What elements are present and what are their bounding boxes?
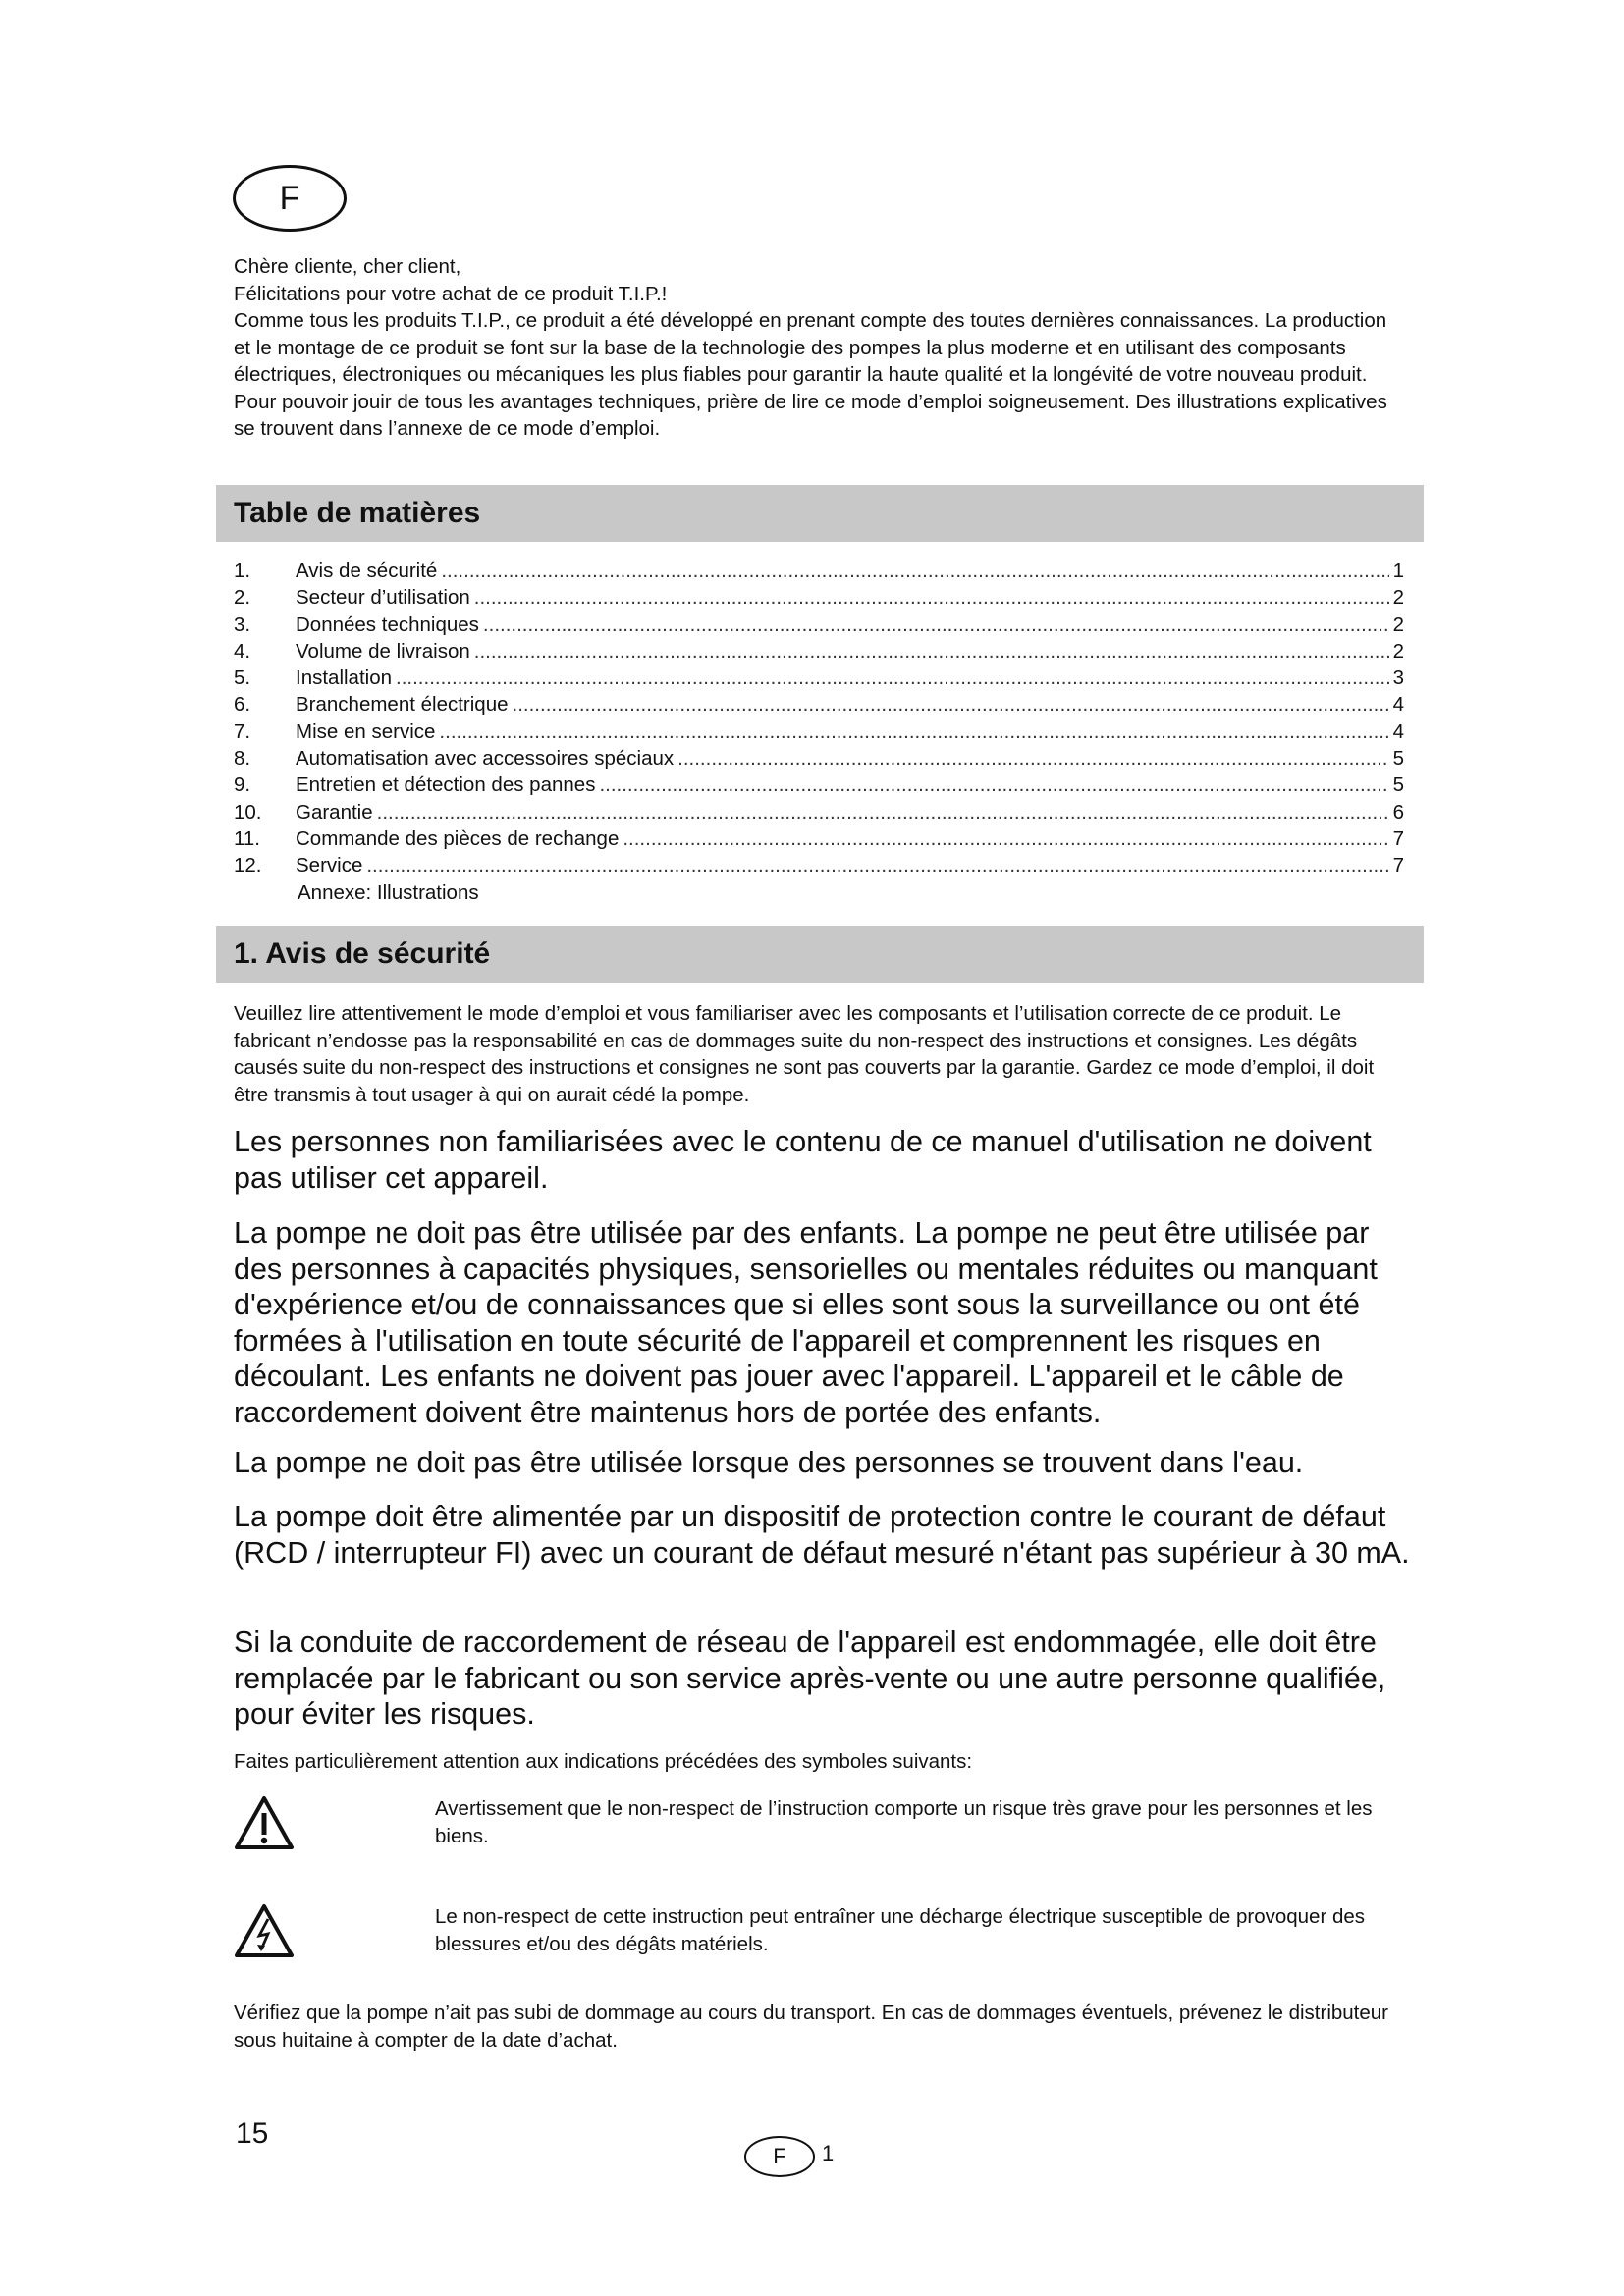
symbols-intro: Faites particulièrement attention aux indications précédées des symboles suivants: xyxy=(234,1750,973,1773)
toc-item xyxy=(234,747,1404,774)
toc-item-number: 2. xyxy=(234,586,251,610)
toc-item-title: Garantie xyxy=(296,800,373,824)
toc-item-title: Commande des pièces de rechange xyxy=(296,827,620,850)
toc-item-title: Avis de sécurité xyxy=(296,560,438,582)
general-warning-icon xyxy=(234,1795,295,1855)
toc-heading: Table de matières xyxy=(216,485,1424,542)
general-warning-text: Avertissement que le non-respect de l’instruction comporte un risque très grave pour les personnes et les biens. xyxy=(435,1797,1373,1847)
toc-item xyxy=(234,560,1404,586)
toc-item-page: 6 xyxy=(1392,800,1404,824)
toc-item-page: 4 xyxy=(1392,720,1404,743)
toc-item-title: Automatisation avec accessoires spéciaux xyxy=(296,747,675,771)
toc-leader xyxy=(474,586,1389,610)
safety-heading: 1. Avis de sécurité xyxy=(216,926,1424,983)
toc-item-title: Secteur d’utilisation xyxy=(296,586,470,610)
toc-item xyxy=(234,774,1404,800)
electrical-hazard-text: Le non-respect de cette instruction peut entraîner une décharge électrique susceptible de provoquer des blessures et/ou des dégâts matériels. xyxy=(435,1905,1366,1955)
toc-item-number: 11. xyxy=(234,827,260,850)
safety-paragraph: Les personnes non familiarisées avec le contenu de ce manuel d'utilisation ne doivent pas utiliser cet appareil. xyxy=(234,1125,1372,1195)
toc-item-number: 6. xyxy=(234,693,251,717)
electrical-hazard-icon xyxy=(234,1903,295,1963)
table-of-contents xyxy=(234,560,1404,908)
toc-item-number: 9. xyxy=(234,774,251,797)
toc-item-page: 7 xyxy=(1392,854,1404,878)
page-number: 15 xyxy=(236,2117,269,2150)
toc-item-page: 1 xyxy=(1392,560,1404,582)
toc-item xyxy=(234,801,1404,828)
toc-item-title: Service xyxy=(296,854,363,878)
toc-leader xyxy=(677,747,1388,771)
safety-paragraph: Si la conduite de raccordement de réseau de l'appareil est endommagée, elle doit être remplacée par le fabricant ou son service après-vente ou une autre personne qualifiée, pour éviter les risques. xyxy=(234,1626,1386,1731)
toc-item-number: 8. xyxy=(234,747,251,771)
toc-item-number: 3. xyxy=(234,613,251,636)
toc-item-title: Données techniques xyxy=(296,613,479,636)
toc-leader xyxy=(366,854,1388,878)
toc-item-title: Mise en service xyxy=(296,720,436,743)
toc-item xyxy=(234,586,1404,613)
toc-leader xyxy=(441,560,1388,583)
toc-item-page: 5 xyxy=(1392,774,1404,797)
safety-paragraph: La pompe doit être alimentée par un dispositif de protection contre le courant de défaut (RCD / interrupteur FI) avec un courant de défaut mesuré n'étant pas supérieur à 30 mA. xyxy=(234,1500,1410,1570)
toc-item-title: Branchement électrique xyxy=(296,693,509,717)
toc-annex: Annexe: Illustrations xyxy=(298,881,479,904)
toc-item-title: Installation xyxy=(296,667,393,690)
toc-leader xyxy=(513,693,1389,717)
toc-leader xyxy=(483,614,1389,637)
toc-item xyxy=(234,854,1404,881)
toc-item xyxy=(234,667,1404,693)
toc-leader xyxy=(377,801,1389,825)
toc-leader xyxy=(439,721,1388,744)
intro-paragraph: Comme tous les produits T.I.P., ce produit a été développé en prenant compte des toutes dernières connaissances. La production et le montage de ce produit se font sur la base de la technologie des pompes la plus moderne et en utilisant des composants électriques, électroniques ou mécaniques les plus fiables pour garantir la haute qualité et la longévité de votre nouveau produit. xyxy=(234,309,1387,386)
transport-note: Vérifiez que la pompe n’ait pas subi de dommage au cours du transport. En cas de dommages éventuels, prévenez le distributeur sous huitaine à compter de la date d’achat. xyxy=(234,2002,1388,2052)
congratulations: Félicitations pour votre achat de ce produit T.I.P.! xyxy=(234,282,668,305)
toc-item-page: 2 xyxy=(1392,586,1404,610)
toc-leader xyxy=(599,774,1388,797)
toc-item xyxy=(234,614,1404,640)
toc-item-number: 5. xyxy=(234,667,251,690)
toc-item-page: 4 xyxy=(1392,693,1404,717)
toc-item-number: 1. xyxy=(234,560,251,582)
toc-item-number: 10. xyxy=(234,800,262,824)
toc-item-page: 7 xyxy=(1392,827,1404,850)
toc-item-number: 12. xyxy=(234,854,262,878)
toc-item-page: 5 xyxy=(1392,747,1404,771)
safety-paragraph: La pompe ne doit pas être utilisée lorsque des personnes se trouvent dans l'eau. xyxy=(234,1446,1304,1479)
greeting: Chère cliente, cher client, xyxy=(234,255,461,278)
toc-item-page: 2 xyxy=(1392,613,1404,636)
toc-item-number: 4. xyxy=(234,639,251,663)
language-badge: F xyxy=(233,165,347,232)
toc-item-page: 2 xyxy=(1392,639,1404,663)
toc-leader xyxy=(474,640,1389,664)
intro-paragraph: Pour pouvoir jouir de tous les avantages techniques, prière de lire ce mode d’emploi soigneusement. Des illustrations explicatives se trouvent dans l’annexe de ce mode d’emploi. xyxy=(234,390,1387,440)
toc-item xyxy=(234,828,1404,854)
toc-item-page: 3 xyxy=(1392,667,1404,690)
toc-leader xyxy=(396,667,1389,690)
safety-intro: Veuillez lire attentivement le mode d’emploi et vous familiariser avec les composants et l’utilisation correcte de ce produit. Le fabricant n’endosse pas la responsabilité en cas de dommages suite du non-respect des instructions et consignes. Les dégâts causés suite du non-respect des instructions et consignes ne sont pas couverts par la garantie. Gardez ce mode d’emploi, il doit être transmis à tout usager à qui on aurait cédé la pompe. xyxy=(234,1002,1375,1106)
toc-item xyxy=(234,721,1404,747)
toc-leader xyxy=(623,828,1388,851)
toc-item-number: 7. xyxy=(234,720,251,743)
toc-item-title: Volume de livraison xyxy=(296,639,470,663)
toc-item xyxy=(234,640,1404,667)
intro-text xyxy=(234,253,1392,443)
footer-page-index: 1 xyxy=(822,2141,835,2165)
safety-paragraph: La pompe ne doit pas être utilisée par des enfants. La pompe ne peut être utilisée par des personnes à capacités physiques, sensorielles ou mentales réduites ou manquant d'expérience et/ou de connaissances que si elles sont sous la surveillance ou ont été formées à l'utilisation en toute sécurité de l'appareil et comprennent les risques en découlant. Les enfants ne doivent pas jouer avec l'appareil. L'appareil et le câble de raccordement doivent être maintenus hors de portée des enfants. xyxy=(234,1216,1378,1429)
toc-item xyxy=(234,693,1404,720)
footer-language-badge: F xyxy=(744,2136,815,2177)
toc-item-title: Entretien et détection des pannes xyxy=(296,774,596,797)
